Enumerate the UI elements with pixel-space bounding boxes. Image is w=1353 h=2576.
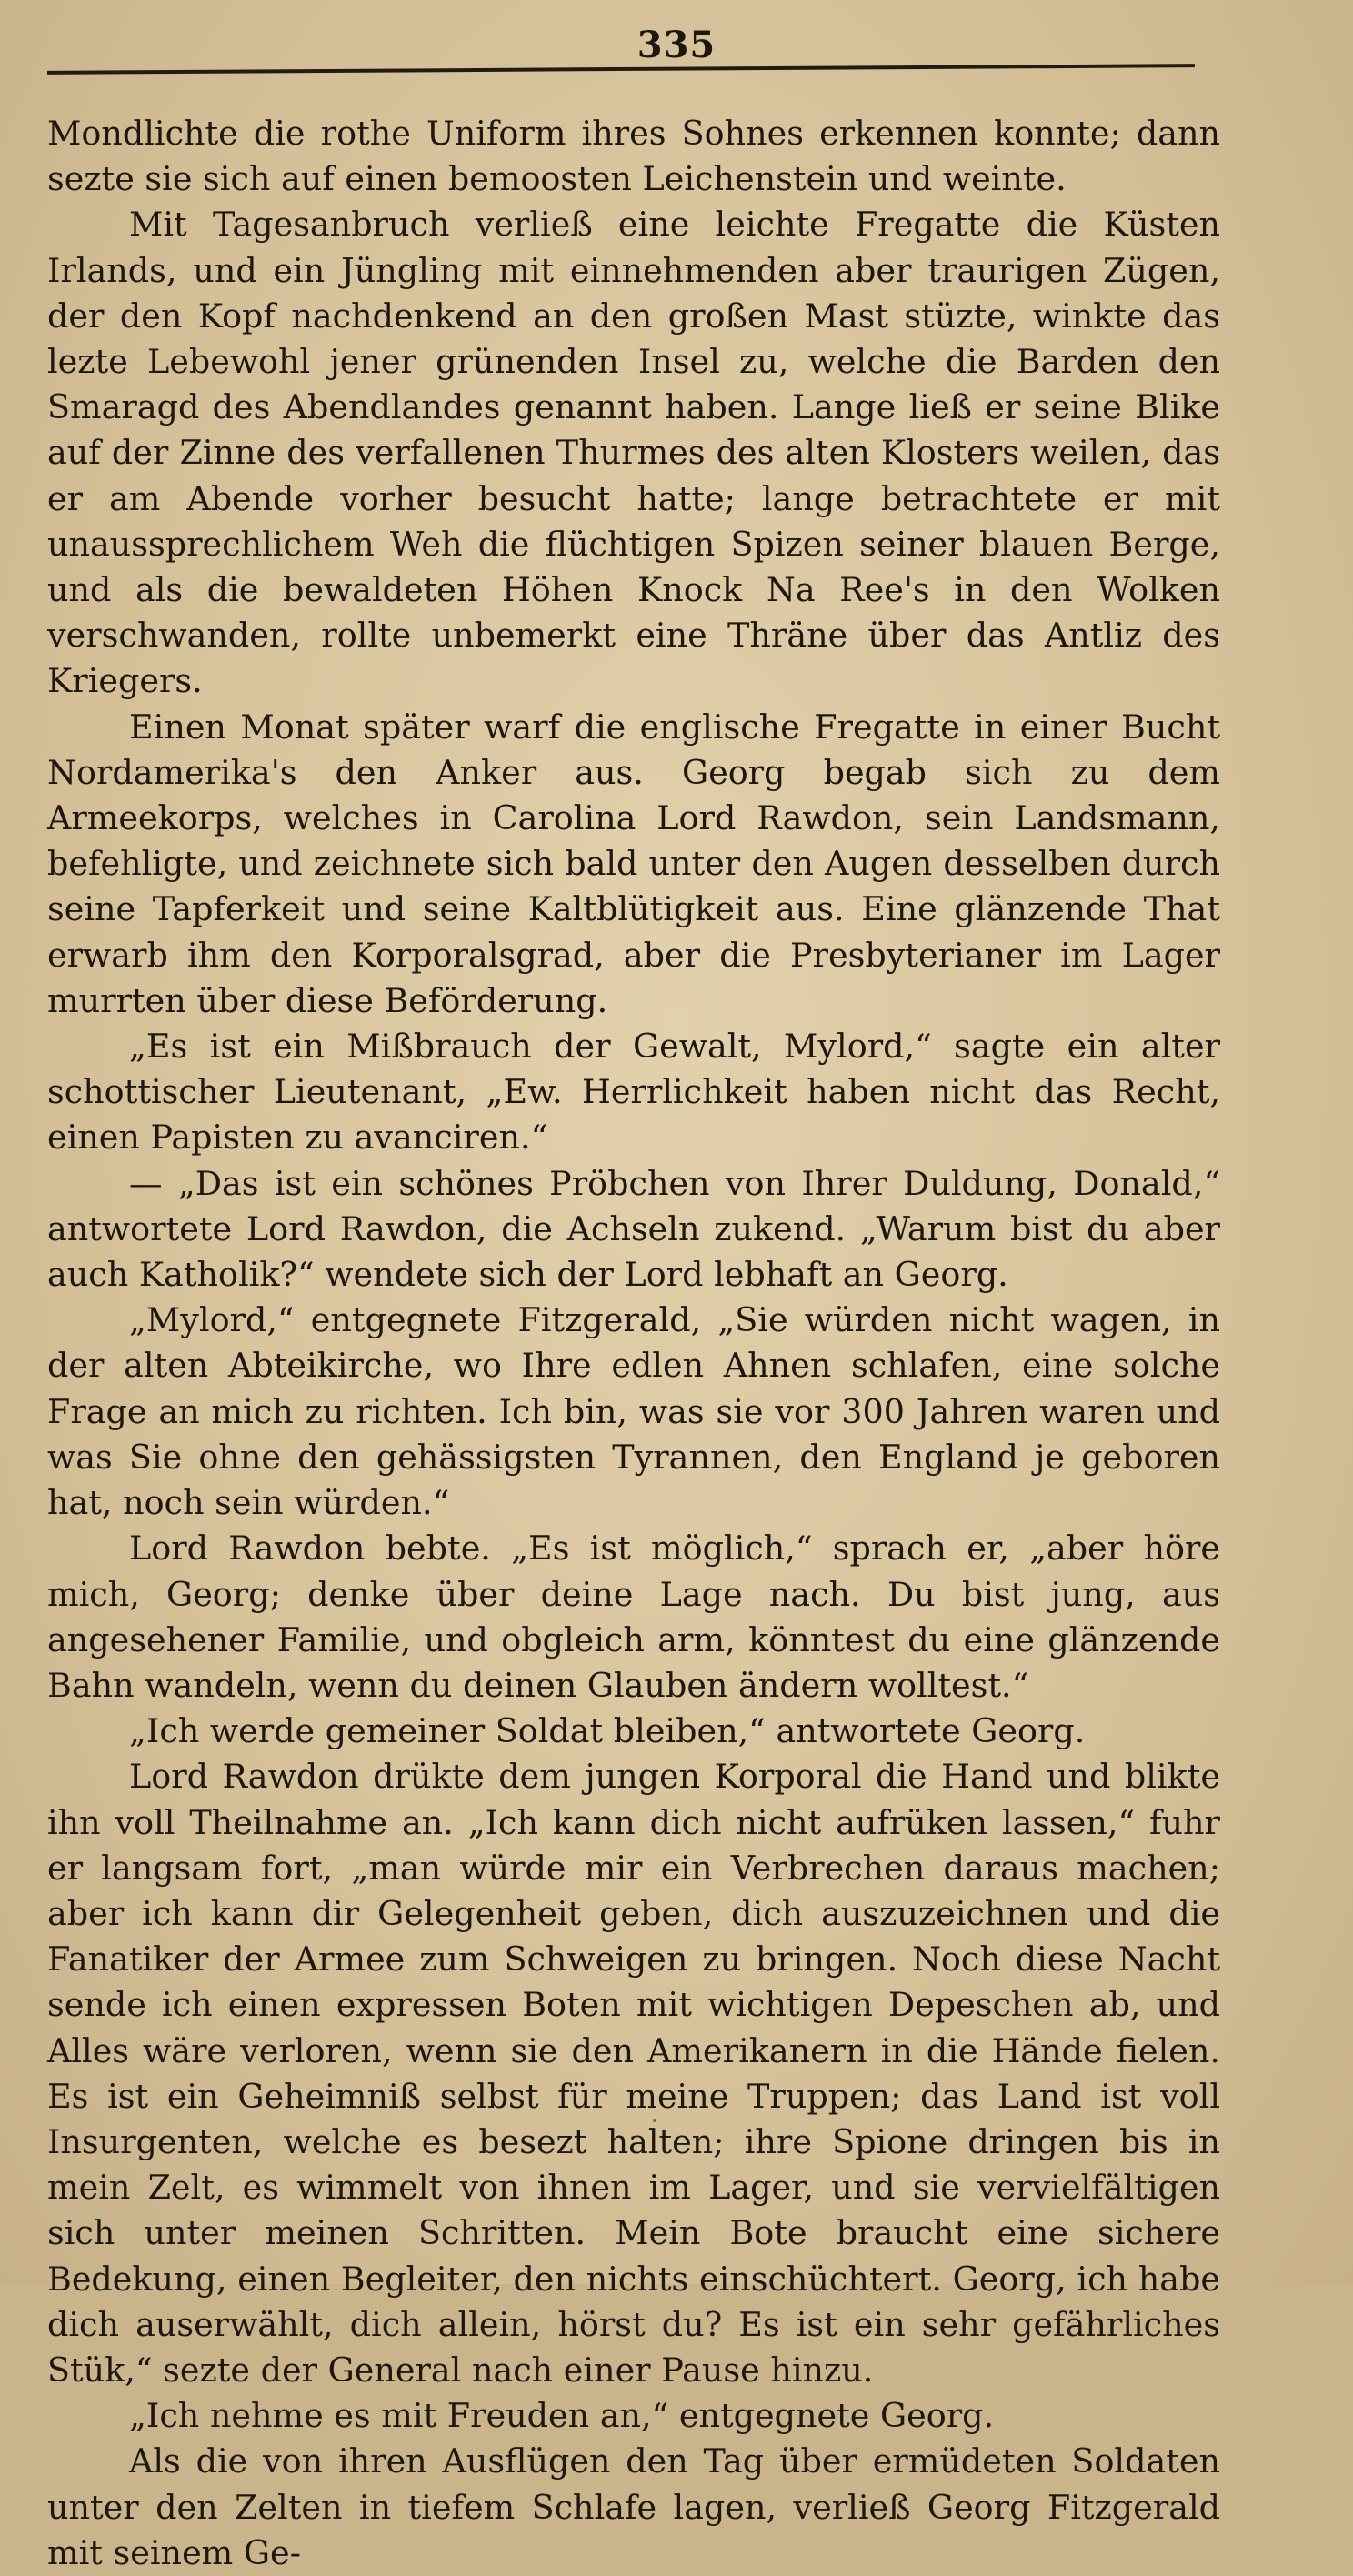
paragraph-2: Mit Tagesanbruch verließ eine leichte Fregatte die Küsten Irlands, und ein Jüngling mit einnehmenden aber traurigen Zügen, der den Kopf nachdenkend an den großen Mast stüzte, winkte das lezte Lebewohl jener grünenden Insel zu, welche die Barden den Smaragd des Abendlandes genannt haben. Lange ließ er seine Blike auf der Zinne des verfallenen Thurmes des alten Klosters weilen, das er am Abende vorher besucht hatte; lange betrachtete er mit unaussprechlichem Weh die flüchtigen Spizen seiner blauen Berge, und als die bewaldeten Höhen Knock Na Ree's in den Wolken verschwanden, rollte unbemerkt eine Thräne über das Antliz des Kriegers. xyxy=(47,205,1220,701)
paragraph-3: Einen Monat später warf die englische Fregatte in einer Bucht Nordamerika's den Anker aus. Georg begab sich zu dem Armeekorps, welches in Carolina Lord Rawdon, sein Landsmann, befehligte, und zeichnete sich bald unter den Augen desselben durch seine Tapferkeit und seine Kaltblütigkeit aus. Eine glänzende That erwarb ihm den Korporalsgrad, aber die Presbyterianer im Lager murrten über diese Beförderung. xyxy=(47,707,1220,1020)
paper-speck xyxy=(653,2119,656,2122)
body-text xyxy=(47,111,1220,2576)
paragraph-7: Lord Rawdon bebte. „Es ist möglich,“ sprach er, „aber höre mich, Georg; denke über deine Lage nach. Du bist jung, aus angesehener Familie, und obgleich arm, könntest du eine glänzende Bahn wandeln, wenn du deinen Glauben ändern wolltest.“ xyxy=(47,1529,1220,1705)
paragraph-9: Lord Rawdon drükte dem jungen Korporal die Hand und blikte ihn voll Theilnahme an. „Ich kann dich nicht aufrüken lassen,“ fuhr er langsam fort, „man würde mir ein Verbrechen daraus machen; aber ich kann dir Gelegenheit geben, dich auszuzeichnen und die Fanatiker der Armee zum Schweigen zu bringen. Noch diese Nacht sende ich einen expressen Boten mit wichtigen Depeschen ab, und Alles wäre verloren, wenn sie den Amerikanern in die Hände fielen. Es ist ein Geheimniß selbst für meine Truppen; das Land ist voll Insurgenten, welche es besezt halten; ihre Spione dringen bis in mein Zelt, es wimmelt von ihnen im Lager, und sie vervielfältigen sich unter meinen Schritten. Mein Bote braucht eine sichere Bedekung, einen Begleiter, den nichts einschüchtert. Georg, ich habe dich auserwählt, dich allein, hörst du? Es ist ein sehr gefährliches Stük,“ sezte der General nach einer Pause hinzu. xyxy=(47,1757,1220,2390)
page-number: 335 xyxy=(636,24,717,66)
paragraph-11: Als die von ihren Ausflügen den Tag über ermüdeten Soldaten unter den Zelten in tiefem Schlafe lagen, verließ Georg Fitzgerald mit seinem Ge- xyxy=(47,2441,1220,2572)
paragraph-6: „Mylord,“ entgegnete Fitzgerald, „Sie würden nicht wagen, in der alten Abteikirche, wo Ihre edlen Ahnen schlafen, eine solche Frage an mich zu richten. Ich bin, was sie vor 300 Jahren waren und was Sie ohne den gehässigsten Tyrannen, den England je geboren hat, noch sein würden.“ xyxy=(47,1300,1220,1523)
paragraph-4: „Es ist ein Mißbrauch der Gewalt, Mylord,“ sagte ein alter schottischer Lieutenant, „Ew. Herrlichkeit haben nicht das Recht, einen Papisten zu avanciren.“ xyxy=(47,1027,1220,1158)
paragraph-1: Mondlichte die rothe Uniform ihres Sohnes erkennen konnte; dann sezte sie sich auf einen bemoosten Leichenstein und weinte. xyxy=(47,114,1220,199)
paragraph-10: „Ich nehme es mit Freuden an,“ entgegnete Georg. xyxy=(129,2396,995,2436)
paragraph-8: „Ich werde gemeiner Soldat bleiben,“ antwortete Georg. xyxy=(129,1711,1086,1751)
paragraph-5: — „Das ist ein schönes Pröbchen von Ihrer Duldung, Donald,“ antwortete Lord Rawdon, die Achseln zukend. „Warum bist du aber auch Katholik?“ wendete sich der Lord lebhaft an Georg. xyxy=(47,1163,1220,1295)
